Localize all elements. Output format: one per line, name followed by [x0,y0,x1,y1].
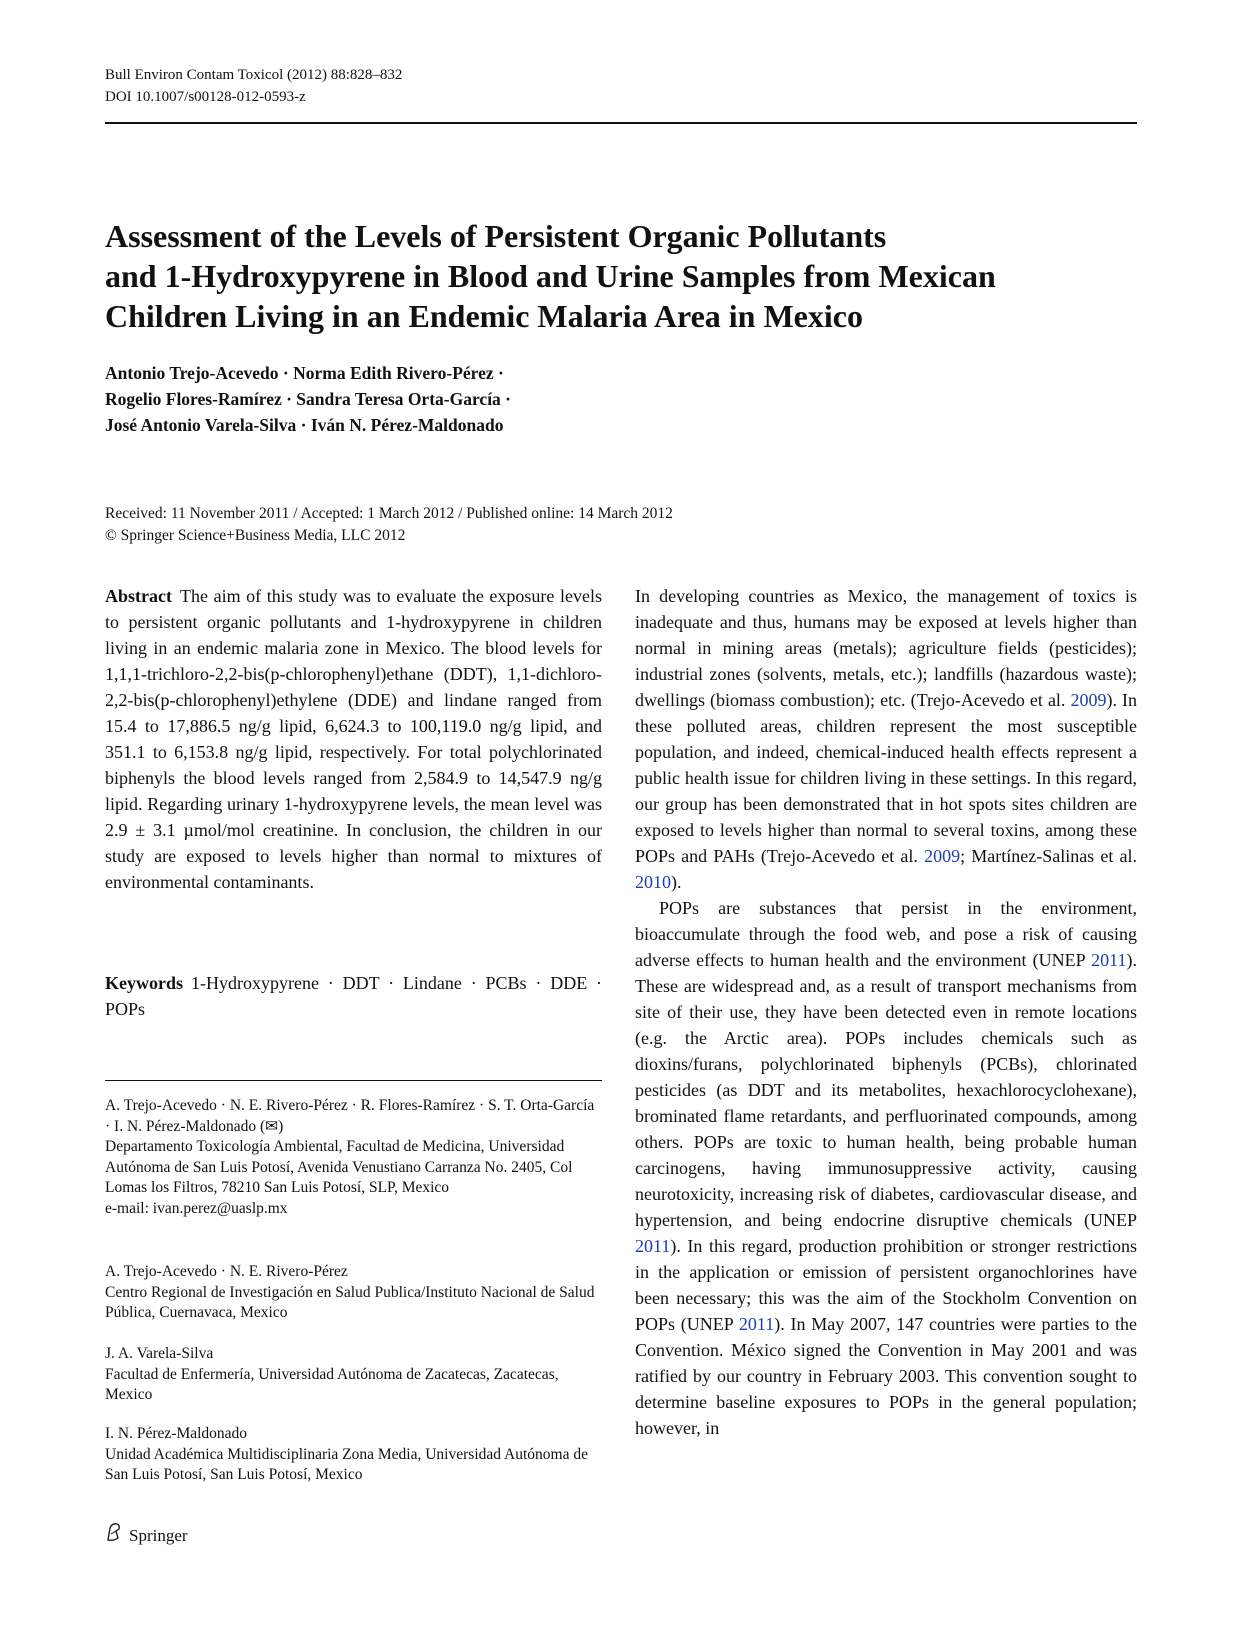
body-text-run: POPs are substances that persist in the environment, bioaccumulate through the food web, and pose a risk of causing adverse effects to human health and the environment (UNEP [635,898,1137,970]
affiliation-names: J. A. Varela-Silva [105,1345,214,1362]
journal-citation: Bull Environ Contam Toxicol (2012) 88:828–832 [105,67,403,83]
title-line: Assessment of the Levels of Persistent Organic Pollutants [105,218,887,254]
affiliation-address: Departamento Toxicología Ambiental, Facultad de Medicina, Universidad Autónoma de San Luis Potosí, Avenida Venustiano Carranza No. 2405, Col Lomas los Filtros, 78210 San Luis Potosí, SLP, Mexico [105,1138,573,1196]
authors-line: Rogelio Flores-Ramírez · Sandra Teresa Orta-García · [105,389,512,409]
affiliation [105,1424,602,1486]
affiliation-names: A. Trejo-Acevedo · N. E. Rivero-Pérez · R. Flores-Ramírez · S. T. Orta-García · I. N. Pérez-Maldonado (✉) [105,1097,595,1135]
springer-horse-icon [105,1522,123,1549]
body-text-run: ). In these polluted areas, children represent the most susceptible population, and indeed, chemical-induced health effects represent a public health issue for children living in these settings. In this regard, our group has been demonstrated that in hot spots sites children are exposed to levels higher than normal to several toxins, among these POPs and PAHs (Trejo-Acevedo et al. [635,690,1137,866]
body-text-run: ). In May 2007, 147 countries were parties to the Convention. México signed the Convention in May 2001 and was ratified by our country in February 2003. This convention sought to determine baseline exposures to POPs in the general population; however, in [635,1314,1138,1438]
authors-line: Antonio Trejo-Acevedo · Norma Edith Rivero-Pérez · [105,363,504,383]
body-text-run: ). In this regard, production prohibition or stronger restrictions in the application or emission of persistent organochlorines have been necessary; this was the aim of the Stockholm Convention on POPs (UNEP [635,1236,1137,1334]
doi: DOI 10.1007/s00128-012-0593-z [105,89,306,105]
citation-link[interactable]: 2011 [738,1314,775,1334]
copyright-line: © Springer Science+Business Media, LLC 2012 [105,527,406,544]
journal-header [105,64,402,108]
citation-link[interactable]: 2010 [635,872,671,892]
title-line: and 1-Hydroxypyrene in Blood and Urine Samples from Mexican [105,258,996,294]
body-text [635,583,1137,1441]
affiliation-names: I. N. Pérez-Maldonado [105,1425,248,1442]
keywords-label: Keywords [105,973,183,993]
keywords-text: 1-Hydroxypyrene · DDT · Lindane · PCBs · DDE · POPs [105,973,602,1019]
keywords [105,970,602,1022]
header-rule [105,122,1137,124]
publisher-footer [105,1522,188,1549]
affiliation-address: Centro Regional de Investigación en Salud Publica/Instituto Nacional de Salud Pública, Cuernavaca, Mexico [105,1283,595,1321]
article-title [105,216,1105,336]
dates-line: Received: 11 November 2011 / Accepted: 1 March 2012 / Published online: 14 March 2012 [105,505,673,522]
affiliation-address: Unidad Académica Multidisciplinaria Zona Media, Universidad Autónoma de San Luis Potosí, San Luis Potosí, Mexico [105,1445,588,1483]
affiliation [105,1096,602,1219]
authors-line: José Antonio Varela-Silva · Iván N. Pérez-Maldonado [105,415,504,435]
body-text-run: In developing countries as Mexico, the management of toxics is inadequate and thus, humans may be exposed at levels higher than normal in mining areas (metals); agriculture fields (pesticides); industrial zones (solvents, metals, etc.); landfills (hazardous waste); dwellings (biomass combustion); etc. (Trejo-Acevedo et al. [635,586,1137,710]
affiliation [105,1344,602,1406]
body-paragraph [635,583,1137,895]
body-paragraph [635,895,1137,1441]
body-text-run: ). [671,872,682,892]
abstract-label: Abstract [105,586,172,606]
abstract [105,583,602,895]
author-list [105,360,511,438]
footnote-rule [105,1080,602,1081]
title-line: Children Living in an Endemic Malaria Area in Mexico [105,298,863,334]
affiliation-names: A. Trejo-Acevedo · N. E. Rivero-Pérez [105,1263,348,1280]
publication-dates [105,503,673,547]
affiliation-address: Facultad de Enfermería, Universidad Autónoma de Zacatecas, Zacatecas, Mexico [105,1365,559,1403]
citation-link[interactable]: 2011 [1091,950,1127,970]
body-text-run: ). These are widespread and, as a result of transport mechanisms from site of their use, they have been detected even in remote locations (e.g. the Arctic area). POPs includes chemicals such as dioxins/furans, polychlorinated biphenyls (PCBs), chlorinated pesticides (as DDT and its metabolites, hexachlorocyclohexane), brominated flame retardants, and perfluorinated compounds, among others. POPs are toxic to human health, being probable human carcinogens, having immunosuppressive activity, causing neurotoxicity, increasing risk of diabetes, cardiovascular disease, and hypertension, and being endocrine disruptive chemicals (UNEP [635,950,1137,1230]
affiliation-email[interactable]: e-mail: ivan.perez@uaslp.mx [105,1199,288,1217]
abstract-text: The aim of this study was to evaluate the exposure levels to persistent organic pollutants and 1-hydroxypyrene in children living in an endemic malaria zone in Mexico. The blood levels for 1,1,1-trichloro-2,2-bis(p-chlorophenyl)ethane (DDT), 1,1-dichloro-2,2-bis(p-chlorophenyl)ethylene (DDE) and lindane ranged from 15.4 to 17,886.5 ng/g lipid, 6,624.3 to 100,119.0 ng/g lipid, and 351.1 to 6,153.8 ng/g lipid, respectively. For total polychlorinated biphenyls the blood levels ranged from 2,584.9 to 14,547.9 ng/g lipid. Regarding urinary 1-hydroxypyrene levels, the mean level was 2.9 ± 3.1 µmol/mol creatinine. In conclusion, the children in our study are exposed to levels higher than normal to mixtures of environmental contaminants. [105,586,602,892]
citation-link[interactable]: 2011 [635,1236,671,1256]
affiliation [105,1262,602,1324]
body-text-run: ; Martínez-Salinas et al. [960,846,1137,866]
citation-link[interactable]: 2009 [924,846,961,866]
citation-link[interactable]: 2009 [1070,690,1107,710]
publisher-name: Springer [129,1525,188,1545]
